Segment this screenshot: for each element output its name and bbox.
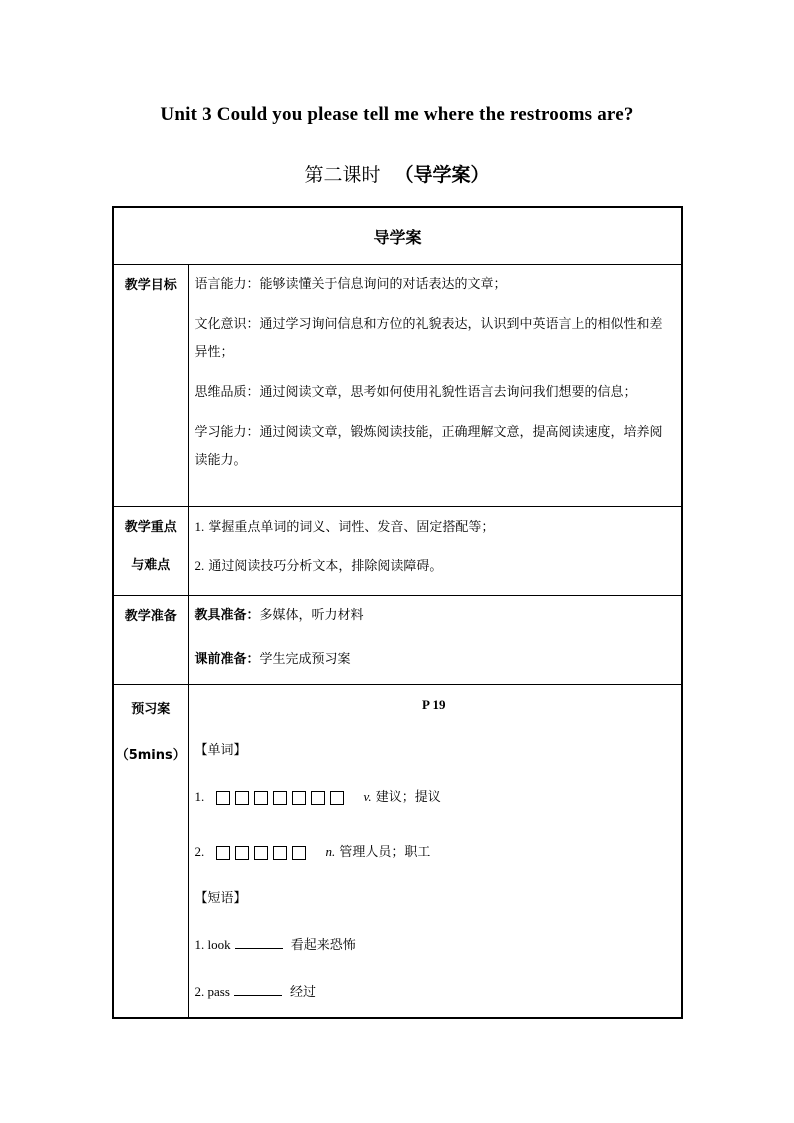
letter-box bbox=[311, 791, 325, 805]
letter-box bbox=[254, 791, 268, 805]
key-point-2-text: 通过阅读技巧分析文本，排除阅读障碍。 bbox=[208, 559, 443, 574]
word-2-pos: n. bbox=[325, 844, 336, 859]
page-number: P 19 bbox=[422, 697, 446, 712]
key-points-label bbox=[113, 507, 188, 596]
phrase-2-meaning: 经过 bbox=[290, 985, 317, 1000]
letter-box bbox=[235, 846, 249, 860]
objective-learning: 学习能力：通过阅读文章，锻炼阅读技能，正确理解文意，提高阅读速度，培养阅读能力。 bbox=[194, 425, 663, 468]
preparation-content bbox=[188, 596, 682, 685]
letter-box bbox=[330, 791, 344, 805]
document-title: Unit 3 Could you please tell me where the restrooms are? bbox=[160, 104, 634, 125]
objectives-content bbox=[188, 265, 682, 507]
phrases-heading: 【短语】 bbox=[194, 891, 247, 906]
table-header: 导学案 bbox=[113, 207, 682, 265]
key-points-label-line1: 教学重点 bbox=[124, 520, 177, 535]
phrase-item-1 bbox=[195, 931, 674, 960]
key-point-2-num: 2. bbox=[194, 558, 205, 573]
phrase-1-prefix: 1. look bbox=[194, 937, 231, 952]
lesson-plan-table bbox=[112, 206, 683, 1019]
key-point-2 bbox=[195, 552, 674, 581]
word-1-boxes bbox=[216, 784, 349, 812]
document-subtitle bbox=[0, 160, 794, 187]
key-point-1-num: 1. bbox=[194, 519, 205, 534]
letter-box bbox=[216, 791, 230, 805]
objective-thinking: 思维品质：通过阅读文章，思考如何使用礼貌性语言去询问我们想要的信息； bbox=[194, 385, 637, 400]
phrase-2-prefix: 2. pass bbox=[194, 984, 230, 999]
key-points-content bbox=[188, 507, 682, 596]
tools-label: 教具准备： bbox=[194, 608, 260, 623]
pre-class-label: 课前准备： bbox=[194, 652, 260, 667]
lesson-label: 第二课时 bbox=[304, 165, 381, 186]
letter-box bbox=[292, 846, 306, 860]
word-1-num: 1. bbox=[194, 789, 205, 804]
key-point-1-text: 掌握重点单词的词义、词性、发音、固定搭配等； bbox=[208, 520, 495, 535]
letter-box bbox=[273, 791, 287, 805]
phrase-1-meaning: 看起来恐怖 bbox=[290, 938, 356, 953]
phrase-item-2 bbox=[195, 978, 674, 1007]
preview-label-line1: 预习案 bbox=[131, 702, 171, 717]
objective-language: 语言能力：能够读懂关于信息询问的对话表达的文章； bbox=[194, 277, 507, 292]
letter-box bbox=[254, 846, 268, 860]
phrase-1-blank[interactable] bbox=[235, 936, 283, 949]
word-1-pos: v. bbox=[363, 789, 372, 804]
tools-text: 多媒体，听力材料 bbox=[259, 608, 364, 623]
letter-box bbox=[235, 791, 249, 805]
tools-line bbox=[195, 602, 674, 630]
key-point-1 bbox=[195, 513, 674, 542]
word-2-boxes bbox=[216, 839, 311, 867]
pre-class-line bbox=[195, 646, 674, 674]
word-item-1 bbox=[195, 783, 674, 812]
objectives-label: 教学目标 bbox=[113, 265, 188, 507]
word-2-meaning: 管理人员；职工 bbox=[339, 845, 431, 860]
word-2-num: 2. bbox=[194, 844, 205, 859]
letter-box bbox=[216, 846, 230, 860]
key-points-label-line2: 与难点 bbox=[131, 558, 171, 573]
phrase-2-blank[interactable] bbox=[234, 983, 282, 996]
words-heading: 【单词】 bbox=[194, 743, 247, 758]
letter-box bbox=[292, 791, 306, 805]
word-1-meaning: 建议；提议 bbox=[375, 790, 441, 805]
letter-box bbox=[273, 846, 287, 860]
lesson-type: （导学案） bbox=[394, 165, 490, 186]
preview-content bbox=[188, 685, 682, 1018]
preview-label-line2: （5mins） bbox=[115, 748, 186, 763]
preparation-label: 教学准备 bbox=[113, 596, 188, 685]
objective-culture: 文化意识：通过学习询问信息和方位的礼貌表达，认识到中英语言上的相似性和差异性； bbox=[194, 317, 663, 360]
pre-class-text: 学生完成预习案 bbox=[259, 652, 351, 667]
preview-label bbox=[113, 685, 188, 1018]
word-item-2 bbox=[195, 838, 674, 867]
